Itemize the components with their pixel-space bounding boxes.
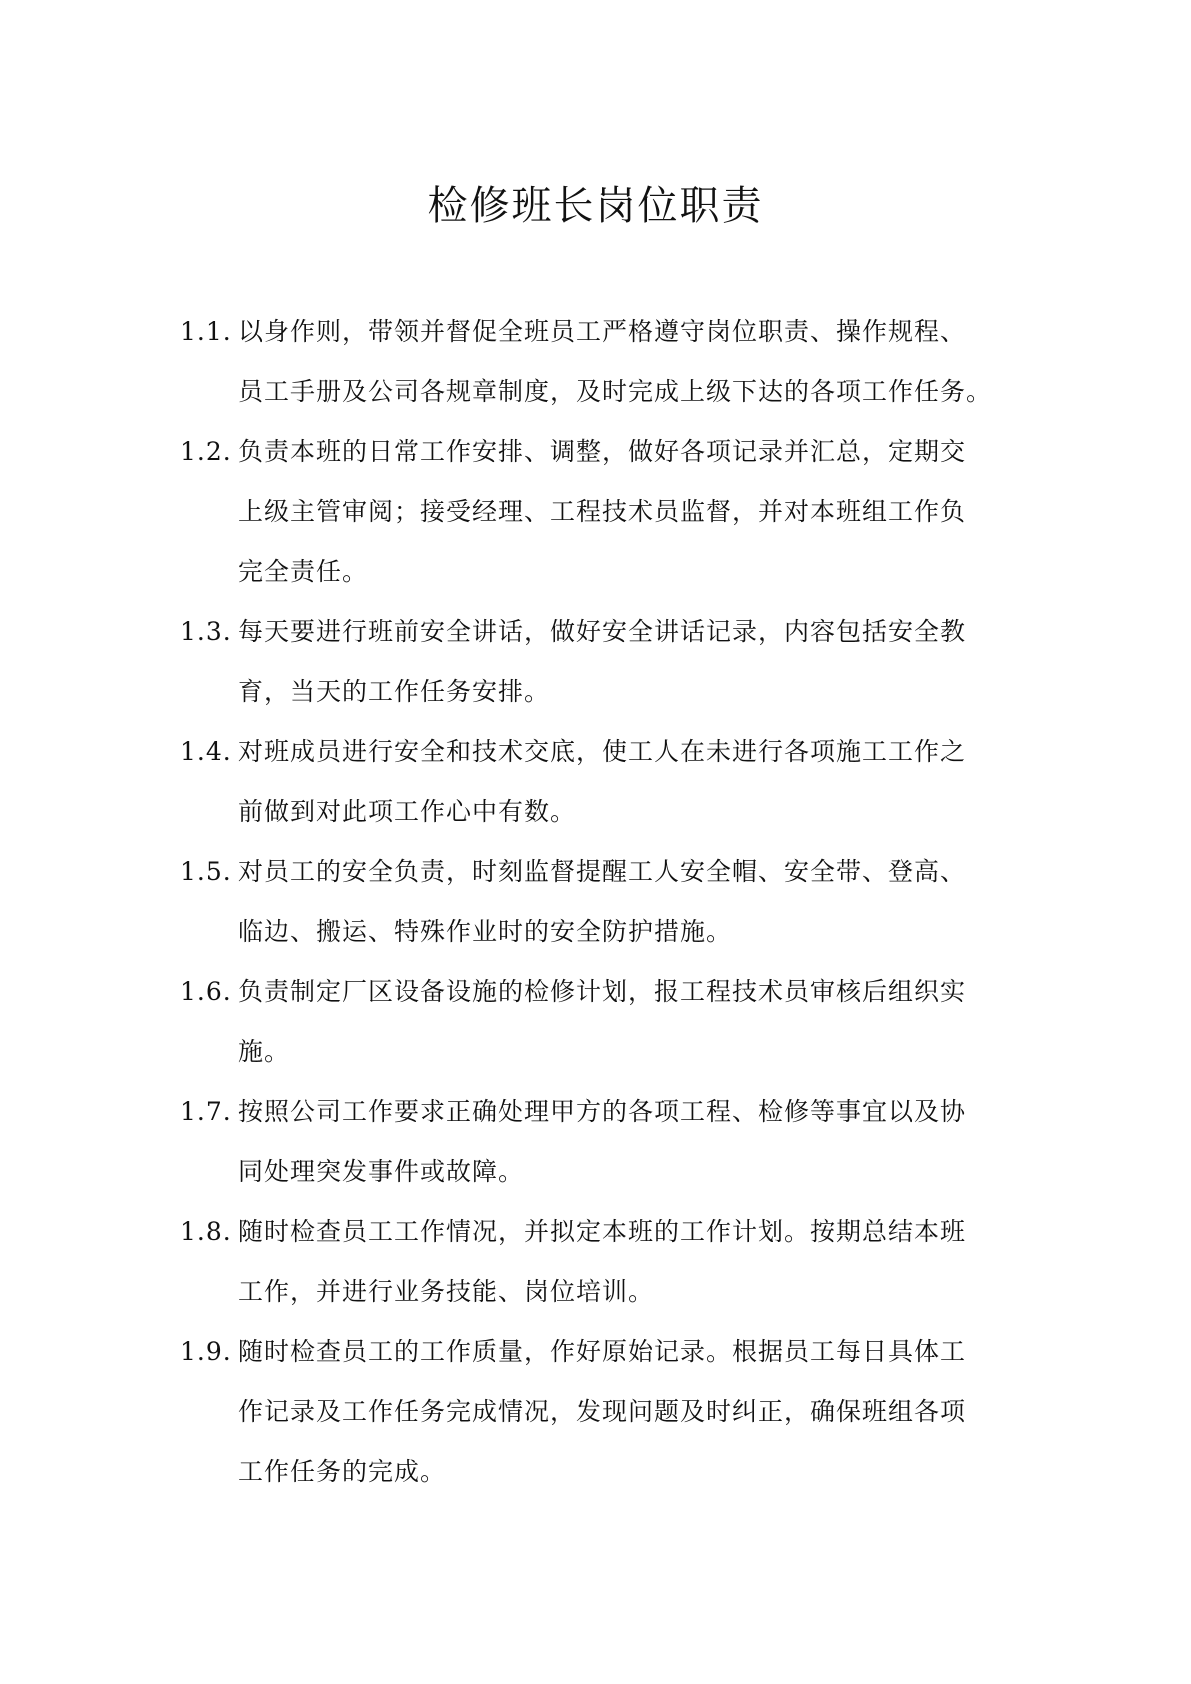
item-text xyxy=(238,422,1028,602)
item-line: 工作，并进行业务技能、岗位培训。 xyxy=(238,1277,655,1306)
list-item xyxy=(0,722,1191,842)
item-line: 负责制定厂区设备设施的检修计划，报工程技术员审核后组织实 xyxy=(238,977,967,1006)
item-line: 作记录及工作任务完成情况，发现问题及时纠正，确保班组各项 xyxy=(238,1397,967,1426)
item-number: 1.7. xyxy=(180,1097,232,1126)
item-text xyxy=(238,1322,1028,1502)
item-line: 完全责任。 xyxy=(238,557,369,586)
list-item xyxy=(0,1322,1191,1502)
item-line: 工作任务的完成。 xyxy=(238,1457,447,1486)
item-number: 1.8. xyxy=(180,1217,232,1246)
item-number: 1.9. xyxy=(180,1337,232,1366)
item-number: 1.5. xyxy=(180,857,232,886)
list-item xyxy=(0,602,1191,722)
item-number: 1.3. xyxy=(180,617,232,646)
item-line: 以身作则，带领并督促全班员工严格遵守岗位职责、操作规程、 xyxy=(238,317,967,346)
list-item xyxy=(0,842,1191,962)
item-text xyxy=(238,602,1028,722)
item-line: 育，当天的工作任务安排。 xyxy=(238,677,551,706)
item-number: 1.6. xyxy=(180,977,232,1006)
item-line: 负责本班的日常工作安排、调整，做好各项记录并汇总，定期交 xyxy=(238,437,967,466)
item-text xyxy=(238,1202,1028,1322)
item-line: 前做到对此项工作心中有数。 xyxy=(238,797,577,826)
item-line: 随时检查员工的工作质量，作好原始记录。根据员工每日具体工 xyxy=(238,1337,967,1366)
list-item xyxy=(0,962,1191,1082)
item-line: 员工手册及公司各规章制度，及时完成上级下达的各项工作任务。 xyxy=(238,377,993,406)
item-line: 同处理突发事件或故障。 xyxy=(238,1157,525,1186)
item-line: 临边、搬运、特殊作业时的安全防护措施。 xyxy=(238,917,733,946)
page-title: 检修班长岗位职责 xyxy=(427,183,764,229)
item-line: 对员工的安全负责，时刻监督提醒工人安全帽、安全带、登高、 xyxy=(238,857,967,886)
item-number: 1.2. xyxy=(180,437,232,466)
list-item xyxy=(0,302,1191,422)
item-line: 上级主管审阅；接受经理、工程技术员监督，并对本班组工作负 xyxy=(238,497,967,526)
item-number: 1.1. xyxy=(180,317,232,346)
item-text xyxy=(238,842,1028,962)
item-text xyxy=(238,1082,1028,1202)
item-line: 随时检查员工工作情况，并拟定本班的工作计划。按期总结本班 xyxy=(238,1217,967,1246)
item-number: 1.4. xyxy=(180,737,232,766)
item-text xyxy=(238,722,1028,842)
item-text xyxy=(238,962,1028,1082)
item-text xyxy=(238,302,1028,422)
list-item xyxy=(0,1202,1191,1322)
item-line: 按照公司工作要求正确处理甲方的各项工程、检修等事宜以及协 xyxy=(238,1097,967,1126)
duty-list xyxy=(0,302,1191,1502)
item-line: 对班成员进行安全和技术交底，使工人在未进行各项施工工作之 xyxy=(238,737,967,766)
item-line: 施。 xyxy=(238,1037,291,1066)
item-line: 每天要进行班前安全讲话，做好安全讲话记录，内容包括安全教 xyxy=(238,617,967,646)
list-item xyxy=(0,422,1191,602)
list-item xyxy=(0,1082,1191,1202)
